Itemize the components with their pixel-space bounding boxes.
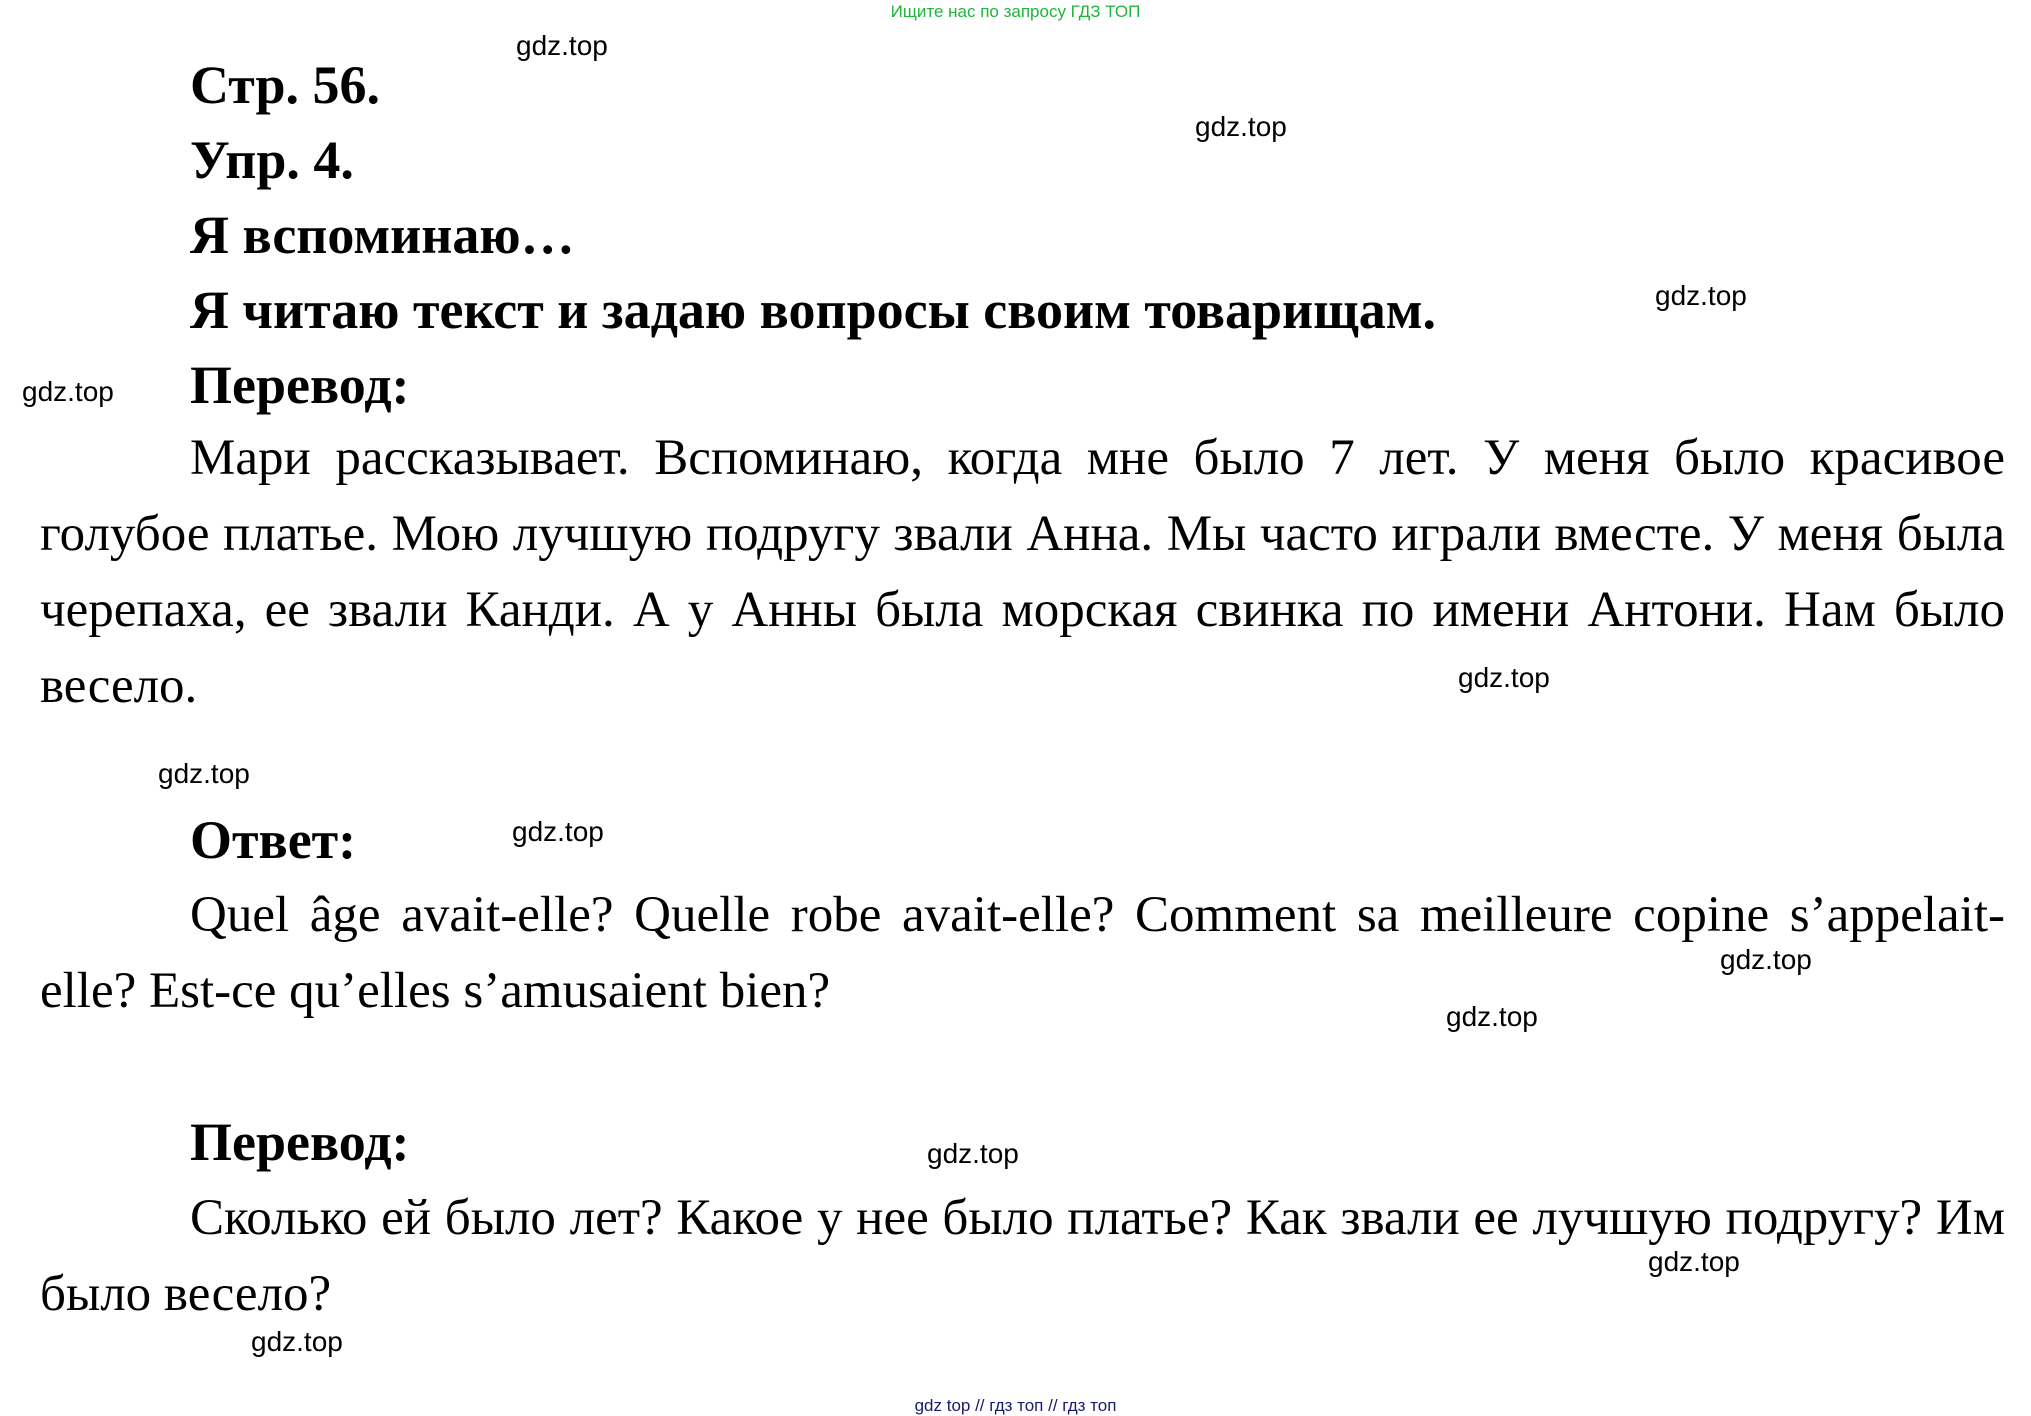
watermark: gdz.top [1648,1246,1740,1277]
search-hint-banner: Ищите нас по запросу ГДЗ ТОП [890,2,1141,21]
topic-heading: Я вспоминаю… [190,205,575,265]
watermark: gdz.top [1446,1001,1538,1032]
watermark: gdz.top [1195,111,1287,142]
watermark: gdz.top [512,816,604,847]
task-heading: Я читаю текст и задаю вопросы своим товарищам. [190,280,1437,340]
watermark: gdz.top [516,30,608,61]
answer-translation-paragraph: Сколько ей было лет? Какое у нее было платье? Как звали ее лучшую подругу? Им было весело? [40,1190,2005,1322]
exercise-number-heading: Упр. 4. [190,130,354,190]
page-number-heading: Стр. 56. [190,55,381,115]
watermark: gdz.top [158,758,250,789]
footer-watermark: gdz top // гдз топ // гдз топ [914,1396,1117,1415]
watermark: gdz.top [927,1138,1019,1169]
watermark: gdz.top [251,1326,343,1357]
watermark: gdz.top [1655,280,1747,311]
watermark: gdz.top [22,376,114,407]
text-translation-paragraph: Мари рассказывает. Вспоминаю, когда мне было 7 лет. У меня было красивое голубое платье. Мою лучшую подругу звали Анна. Мы часто играли вместе. У меня была черепаха, ее звали Канди. А у Анны была морская свинка по имени Антони. Нам было весело. [40,430,2005,714]
answer-paragraph: Quel âge avait-elle? Quelle robe avait-elle? Comment sa meilleure copine s’appelait-elle? Est-ce qu’elles s’amusaient bien? [40,887,2005,1019]
watermark: gdz.top [1720,944,1812,975]
answer-translation-heading: Перевод: [190,1112,410,1172]
answer-heading: Ответ: [190,810,357,870]
watermark: gdz.top [1458,662,1550,693]
translation-heading: Перевод: [190,355,410,415]
